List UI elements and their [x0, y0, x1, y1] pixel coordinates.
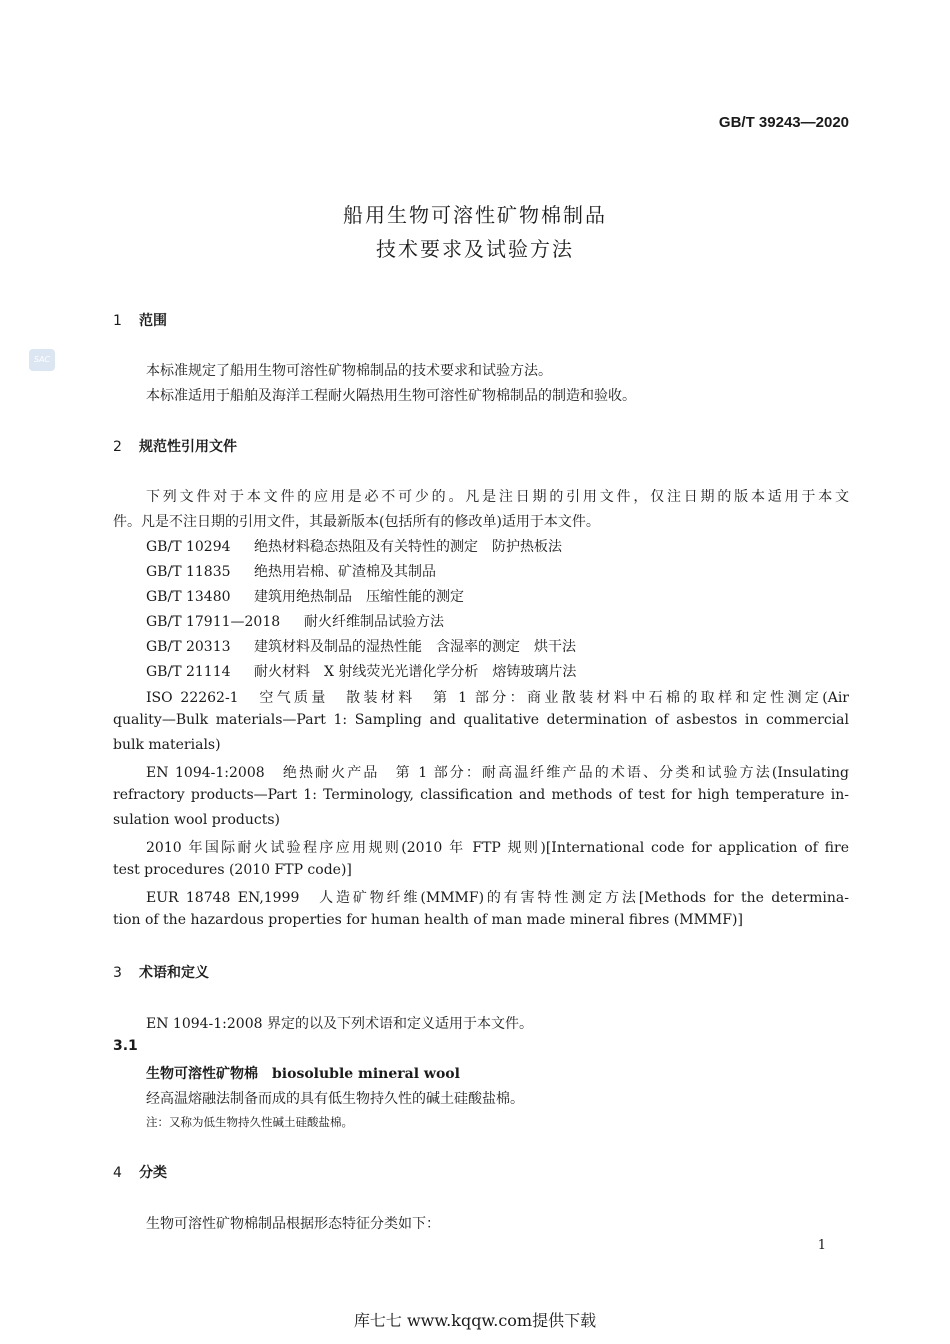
reference-item [146, 611, 444, 631]
term-english: biosoluble mineral wool [272, 1066, 460, 1082]
reference-title: 建筑材料及制品的湿热性能 含湿率的测定 烘干法 [254, 639, 576, 655]
term-chinese: 生物可溶性矿物棉 [146, 1066, 258, 1082]
section-title: 分类 [139, 1165, 167, 1181]
reference-title: 建筑用绝热制品 压缩性能的测定 [254, 589, 464, 605]
paragraph: 本标准适用于船舶及海洋工程耐火隔热用生物可溶性矿物棉制品的制造和验收。 [146, 388, 636, 404]
standard-number: GB/T 39243—2020 [718, 114, 849, 131]
section-1-heading [113, 310, 167, 330]
section-title: 术语和定义 [139, 965, 209, 981]
reference-title: 绝热用岩棉、矿渣棉及其制品 [254, 564, 436, 580]
reference-iso-line3: bulk materials) [113, 737, 221, 753]
reference-iso-line2: quality—Bulk materials—Part 1: Sampling and qualitative determination of asbestos in commercial [113, 712, 849, 728]
reference-iso-line1: ISO 22262-1 空气质量 散装材料 第 1 部分：商业散装材料中石棉的取样和定性测定(Air [146, 690, 849, 706]
reference-item [146, 636, 576, 656]
reference-title: 耐火材料 X 射线荧光光谱化学分析 熔铸玻璃片法 [254, 664, 577, 680]
download-footer: 库七七 www.kqqw.com提供下载 [353, 1311, 597, 1330]
term-definition: 经高温熔融法制备而成的具有低生物持久性的碱土硅酸盐棉。 [146, 1091, 524, 1107]
term-note: 注：又称为低生物持久性碱土硅酸盐棉。 [146, 1115, 353, 1129]
section-number: 1 [113, 313, 122, 329]
reference-eur-line2: tion of the hazardous properties for human health of man made mineral fibres (MMMF)] [113, 912, 743, 928]
reference-eur-line1: EUR 18748 EN,1999 人造矿物纤维(MMMF)的有害特性测定方法[Methods for the determina- [146, 890, 849, 906]
reference-en-line3: sulation wool products) [113, 812, 280, 828]
reference-code: GB/T 13480 [146, 589, 231, 605]
reference-ftp-line2: test procedures (2010 FTP code)] [113, 862, 352, 878]
section-title: 范围 [139, 313, 167, 329]
section-number: 4 [113, 1165, 122, 1181]
paragraph-line: 下列文件对于本文件的应用是必不可少的。凡是注日期的引用文件，仅注日期的版本适用于本文 [146, 489, 849, 505]
paragraph: 生物可溶性矿物棉制品根据形态特征分类如下： [146, 1216, 440, 1232]
paragraph-line: 件。凡是不注日期的引用文件，其最新版本(包括所有的修改单)适用于本文件。 [113, 514, 600, 530]
document-title-line1: 船用生物可溶性矿物棉制品 [343, 203, 607, 227]
sac-logo: SAC [29, 349, 55, 371]
reference-item [146, 561, 436, 581]
reference-item [146, 661, 576, 681]
reference-title: 绝热材料稳态热阻及有关特性的测定 防护热板法 [254, 539, 562, 555]
reference-title: 耐火纤维制品试验方法 [304, 614, 444, 630]
section-number: 2 [113, 439, 122, 455]
section-3-heading [113, 962, 209, 982]
reference-en-line1: EN 1094-1:2008 绝热耐火产品 第 1 部分：耐高温纤维产品的术语、分类和试验方法(Insulating [146, 765, 849, 781]
document-title-line2: 技术要求及试验方法 [376, 237, 574, 261]
section-4-heading [113, 1162, 167, 1182]
reference-ftp-line1: 2010 年国际耐火试验程序应用规则(2010 年 FTP 规则)[International code for application of fire [146, 840, 849, 856]
reference-code: GB/T 11835 [146, 564, 231, 580]
paragraph: EN 1094-1:2008 界定的以及下列术语和定义适用于本文件。 [146, 1016, 533, 1032]
reference-code: GB/T 10294 [146, 539, 231, 555]
section-title: 规范性引用文件 [139, 439, 237, 455]
section-2-heading [113, 436, 237, 456]
term-entry [146, 1063, 460, 1083]
page-number: 1 [817, 1238, 826, 1253]
reference-code: GB/T 17911—2018 [146, 614, 281, 630]
section-number: 3 [113, 965, 122, 981]
reference-item [146, 536, 562, 556]
reference-code: GB/T 20313 [146, 639, 231, 655]
reference-item [146, 586, 464, 606]
reference-en-line2: refractory products—Part 1: Terminology, classification and methods of test for high temperature in- [113, 787, 849, 803]
reference-code: GB/T 21114 [146, 664, 231, 680]
paragraph: 本标准规定了船用生物可溶性矿物棉制品的技术要求和试验方法。 [146, 363, 552, 379]
subsection-number: 3.1 [113, 1038, 138, 1054]
